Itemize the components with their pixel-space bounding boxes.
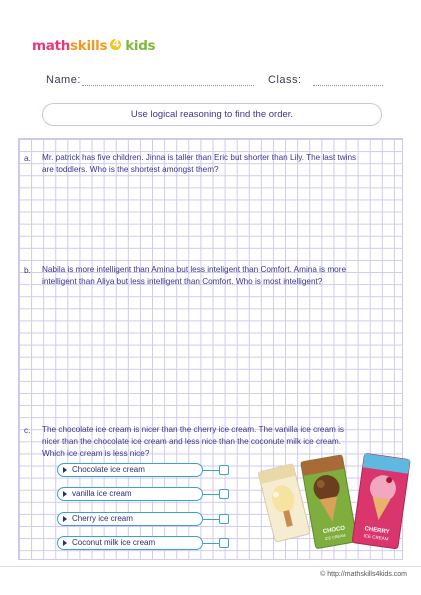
choco-ice-cream-package: [301, 455, 358, 549]
choco-sublabel: ICE CREAM: [324, 533, 346, 542]
bullet-triangle-icon: [63, 516, 67, 522]
question-c-line1: The chocolate ice cream is nicer than the cherry ice cream. The vanilla ice cream is: [42, 425, 345, 434]
option-cherry: Cherry ice cream: [57, 512, 203, 526]
checkbox-vanilla[interactable]: [219, 489, 229, 499]
option-connector: [203, 543, 219, 544]
question-b-letter: b.: [24, 266, 31, 275]
cherry-ice-cream-package: [352, 453, 410, 549]
question-a-text: [42, 152, 400, 176]
logo-four-badge-icon: [108, 38, 124, 52]
bullet-triangle-icon: [63, 467, 67, 473]
question-a-line2: are toddlers. Who is the shortest amongst them?: [42, 164, 219, 174]
choco-label: CHOCO: [322, 525, 346, 536]
bullet-triangle-icon: [63, 540, 67, 546]
instruction-box: Use logical reasoning to find the order.: [42, 103, 382, 126]
question-b-text: [42, 264, 400, 288]
class-field[interactable]: [313, 85, 383, 86]
option-vanilla: vanilla ice cream: [57, 487, 203, 501]
name-field[interactable]: [82, 85, 254, 86]
cherry-label: CHERRY: [364, 526, 390, 536]
mathskills4kids-logo: mathskills4 kids: [32, 38, 155, 54]
question-a-line1: Mr. patrick has five children. Jinna is taller than Eric but shorter than Lily. The last twins: [42, 153, 357, 162]
option-coconut: Coconut milk ice cream: [57, 536, 203, 550]
option-connector: [203, 494, 219, 495]
name-label: Name:: [46, 74, 81, 86]
vanilla-ice-cream-package: [258, 464, 310, 543]
checkbox-chocolate[interactable]: [219, 465, 229, 475]
footer-divider: [0, 566, 421, 567]
class-label: Class:: [268, 74, 302, 86]
question-c-line2: nicer than the chocolate ice cream and less nice than the coconute milk ice cream.: [42, 436, 341, 446]
question-c-line3: Which ice cream is less nice?: [42, 448, 150, 458]
ice-cream-packages-illustration: [258, 452, 413, 552]
question-a-letter: a.: [24, 154, 31, 163]
checkbox-coconut[interactable]: [219, 538, 229, 548]
question-c-letter: c.: [24, 426, 31, 435]
option-connector: [203, 519, 219, 520]
bullet-triangle-icon: [63, 491, 67, 497]
question-b-line2: intelligent than Aliya but less intelligent than Comfort. Who is most intelligent?: [42, 276, 323, 286]
option-chocolate: Chocolate ice cream: [57, 463, 203, 477]
checkbox-cherry[interactable]: [219, 514, 229, 524]
question-b-line1: Nabila is more intelligent than Amina but less inteligent than Comfort. Amina is more: [42, 265, 346, 274]
option-connector: [203, 470, 219, 471]
cherry-sublabel: ICE CREAM: [363, 533, 389, 542]
footer-copyright: © http://mathskills4kids.com: [320, 571, 407, 578]
